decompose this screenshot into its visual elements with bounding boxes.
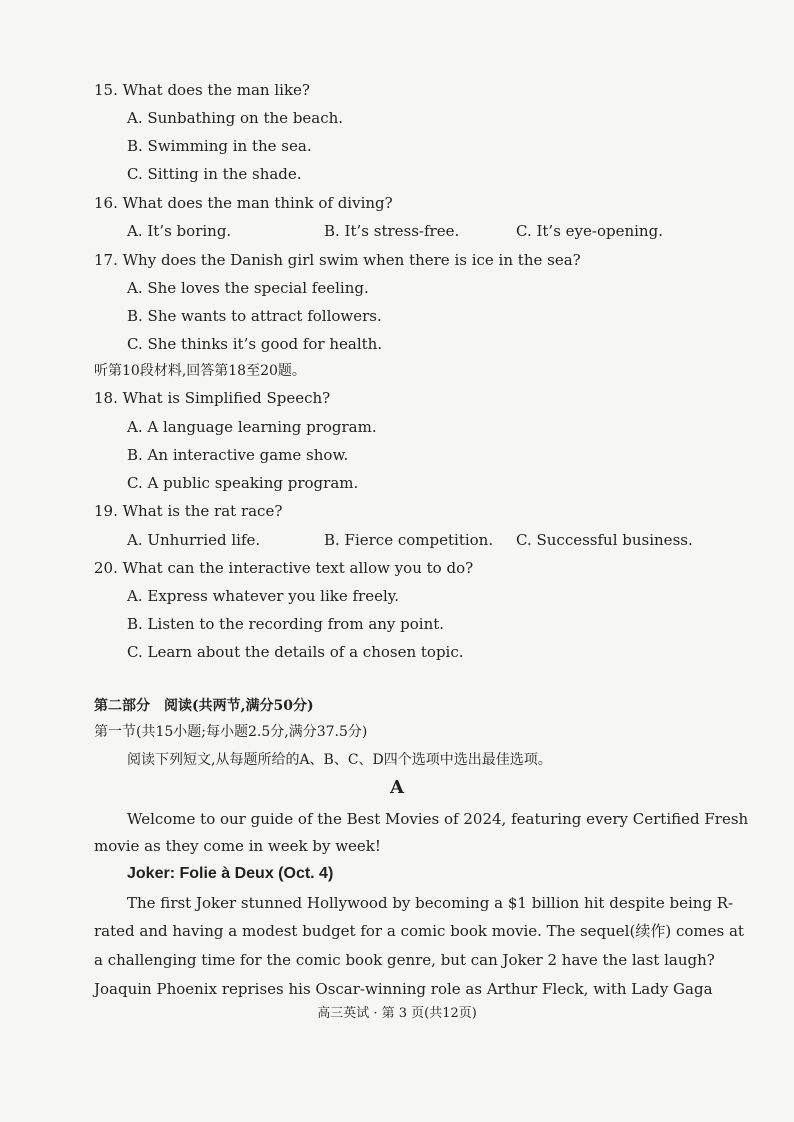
option-20a: A. Express whatever you like freely. xyxy=(127,587,400,605)
option-20c: C. Learn about the details of a chosen topic. xyxy=(127,643,464,661)
option-15b: B. Swimming in the sea. xyxy=(127,137,312,155)
option-16b: B. It’s stress-free. xyxy=(324,222,460,240)
section1-title: 第一节(共15小题;每小题2.5分,满分37.5分) xyxy=(94,724,368,740)
option-17c: C. She thinks it’s good for health. xyxy=(127,335,383,353)
question-16: 16. What does the man think of diving? xyxy=(94,194,393,212)
intro-line-2: movie as they come in week by week! xyxy=(94,837,381,855)
listening-instruction: 听第10段材料,回答第18至20题。 xyxy=(94,363,306,379)
body-line-3: a challenging time for the comic book genre, but can Joker 2 have the last laugh? xyxy=(94,951,715,969)
option-15a: A. Sunbathing on the beach. xyxy=(127,109,344,127)
question-17: 17. Why does the Danish girl swim when there is ice in the sea? xyxy=(94,251,581,269)
body-line-1: The first Joker stunned Hollywood by becoming a $1 billion hit despite being R- xyxy=(127,894,734,912)
option-15c: C. Sitting in the shade. xyxy=(127,165,302,183)
movie-title: Joker: Folie à Deux (Oct. 4) xyxy=(127,865,334,882)
page-footer: 高三英试 · 第 3 页(共12页) xyxy=(317,1006,477,1021)
question-20: 20. What can the interactive text allow you to do? xyxy=(94,559,474,577)
body-line-4: Joaquin Phoenix reprises his Oscar-winning role as Arthur Fleck, with Lady Gaga xyxy=(94,980,713,998)
option-19a: A. Unhurried life. xyxy=(127,531,261,549)
question-15: 15. What does the man like? xyxy=(94,81,310,99)
question-18: 18. What is Simplified Speech? xyxy=(94,389,331,407)
passage-label: A xyxy=(390,777,404,798)
intro-line-1: Welcome to our guide of the Best Movies of 2024, featuring every Certified Fresh xyxy=(127,810,749,828)
option-18b: B. An interactive game show. xyxy=(127,446,349,464)
option-19b: B. Fierce competition. xyxy=(324,531,494,549)
option-18c: C. A public speaking program. xyxy=(127,474,359,492)
option-18a: A. A language learning program. xyxy=(127,418,377,436)
option-19c: C. Successful business. xyxy=(516,531,693,549)
question-19: 19. What is the rat race? xyxy=(94,502,283,520)
reading-directions: 阅读下列短文,从每题所给的A、B、C、D四个选项中选出最佳选项。 xyxy=(127,752,552,768)
option-16c: C. It’s eye-opening. xyxy=(516,222,663,240)
option-20b: B. Listen to the recording from any point. xyxy=(127,615,445,633)
body-line-2: rated and having a modest budget for a comic book movie. The sequel(续作) comes at xyxy=(94,922,744,940)
option-17b: B. She wants to attract followers. xyxy=(127,307,382,325)
option-17a: A. She loves the special feeling. xyxy=(127,279,369,297)
option-16a: A. It’s boring. xyxy=(127,222,232,240)
part2-title: 第二部分 阅读(共两节,满分50分) xyxy=(94,698,314,714)
